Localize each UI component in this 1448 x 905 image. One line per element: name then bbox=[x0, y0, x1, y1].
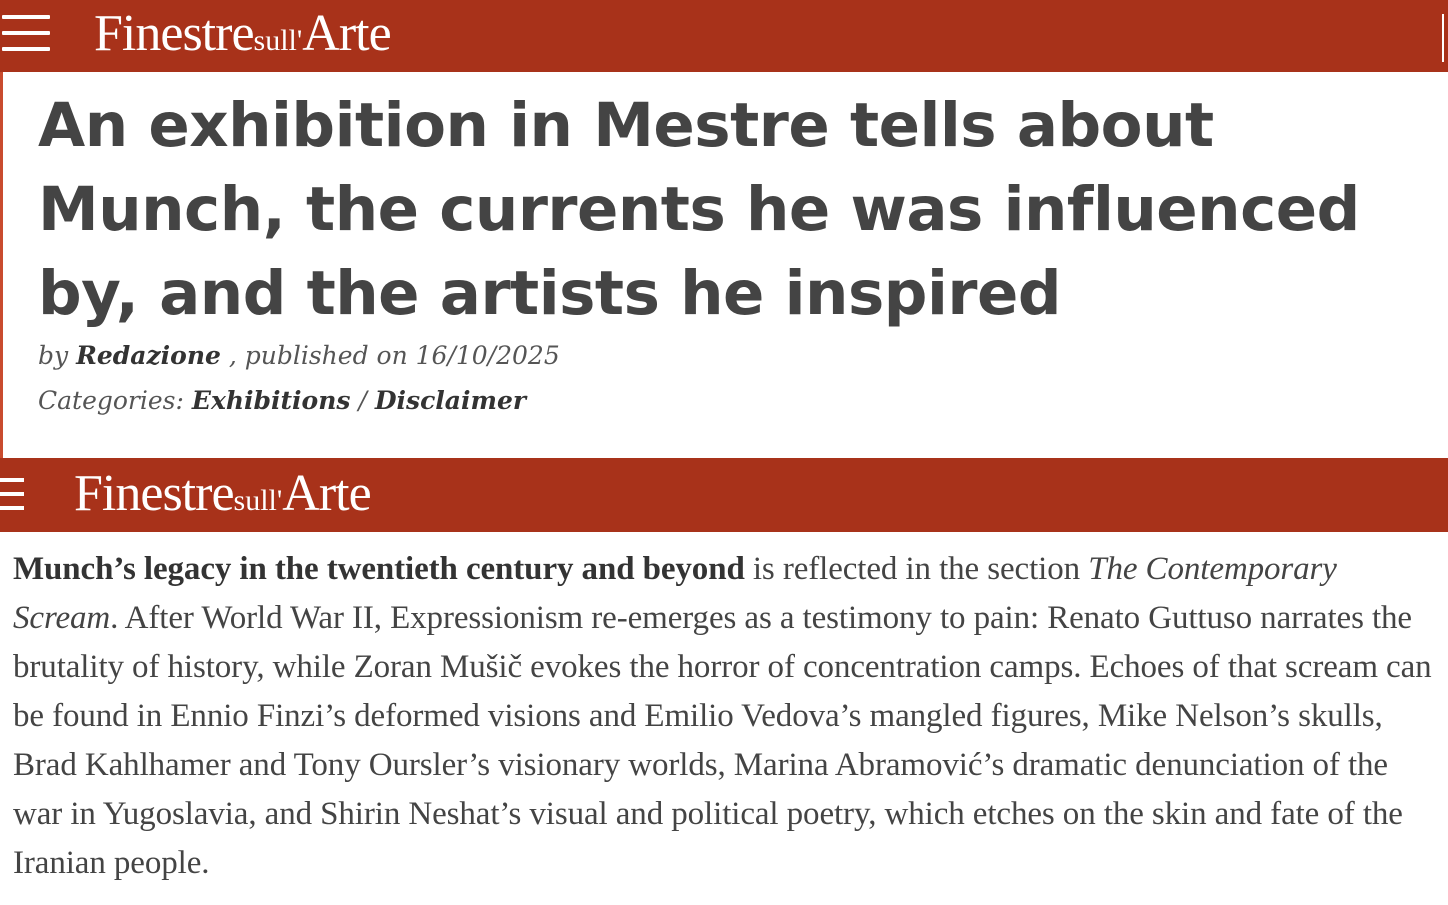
menu-line bbox=[0, 492, 24, 496]
hamburger-menu-icon[interactable] bbox=[0, 478, 24, 510]
hamburger-menu-icon[interactable] bbox=[2, 15, 50, 51]
article-title: An exhibition in Mestre tells about Munch, the currents he was influenced by, and the artists he inspired bbox=[38, 90, 1360, 329]
byline-published: , published on bbox=[228, 341, 408, 370]
site-logo[interactable] bbox=[74, 462, 371, 538]
logo-word-main: Finestre bbox=[94, 5, 254, 62]
top-header-bar bbox=[0, 0, 1448, 72]
logo-word-main: Finestre bbox=[74, 465, 234, 522]
menu-line bbox=[0, 506, 24, 510]
category-link-disclaimer[interactable]: Disclaimer bbox=[374, 386, 527, 415]
logo-word-end: Arte bbox=[282, 465, 371, 522]
logo-word-mid: sull' bbox=[233, 484, 283, 517]
sticky-header-bar bbox=[0, 458, 1448, 532]
logo-word-end: Arte bbox=[302, 5, 391, 62]
paragraph-text-2: . After World War II, Expressionism re-emerges as a testimony to pain: Renato Guttuso narrates the brutality of history, while Zoran Mušič evokes the horror of concentration camps. Echoes of that scream can be found in Ennio Finzi’s deformed visions and Emilio Vedova’s mangled figures, Mike Nelson’s skulls, Brad Kahlhamer and Tony Oursler’s visionary worlds, Marina Abramović’s dramatic denunciation of the war in Yugoslavia, and Shirin Neshat’s visual and political poetry, which etches on the skin and fate of the Iranian people. bbox=[13, 600, 1432, 881]
category-separator: / bbox=[358, 386, 367, 415]
site-logo[interactable] bbox=[94, 2, 391, 78]
menu-line bbox=[0, 478, 24, 482]
menu-line bbox=[2, 47, 50, 51]
byline-by: by bbox=[38, 341, 69, 370]
publish-date: 16/10/2025 bbox=[415, 341, 560, 370]
categories-label: Categories: bbox=[38, 386, 184, 415]
header-edge-decoration bbox=[1442, 14, 1448, 62]
article-byline bbox=[38, 338, 560, 374]
paragraph-text-1: is reflected in the section bbox=[744, 551, 1089, 587]
author-link[interactable]: Redazione bbox=[76, 341, 221, 370]
article-categories bbox=[38, 383, 526, 419]
menu-line bbox=[2, 15, 50, 19]
paragraph-bold-lead: Munch’s legacy in the twentieth century and beyond bbox=[13, 551, 745, 587]
category-link-exhibitions[interactable]: Exhibitions bbox=[191, 386, 351, 415]
logo-word-mid: sull' bbox=[253, 24, 303, 57]
article-paragraph bbox=[13, 545, 1445, 888]
section-title-italic: The Contemporary Scream bbox=[13, 551, 1337, 636]
menu-line bbox=[2, 31, 50, 35]
